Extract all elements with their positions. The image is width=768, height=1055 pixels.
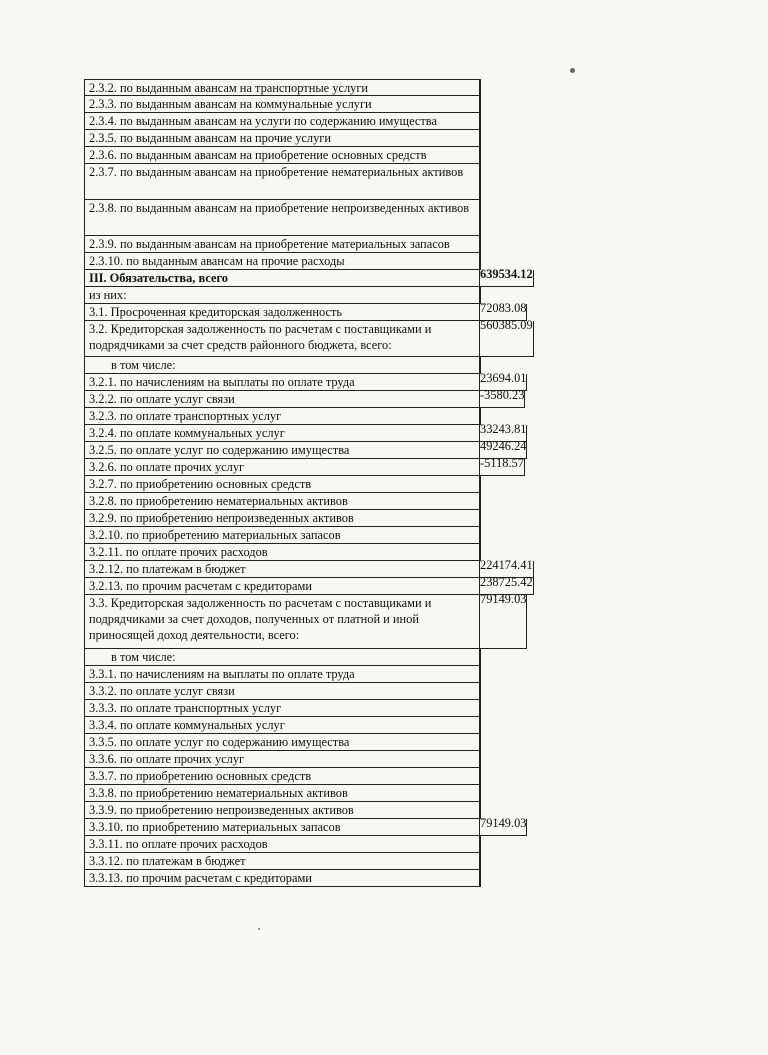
- table-row: [84, 253, 481, 270]
- row-value: 79149.03: [480, 816, 527, 830]
- table-row: [84, 371, 527, 391]
- table-row: [84, 717, 481, 734]
- row-label: 3.3.1. по начислениям на выплаты по оплате труда: [84, 666, 479, 683]
- row-value-cell: [479, 318, 534, 357]
- row-label: 3.2.12. по платежам в бюджет: [84, 561, 479, 578]
- row-label: 3.3.12. по платежам в бюджет: [84, 853, 479, 870]
- row-value: -3580.23: [480, 388, 525, 402]
- table-row: [84, 527, 481, 544]
- row-value-cell: [479, 683, 481, 700]
- row-value-cell: [479, 751, 481, 768]
- table-row: [84, 558, 534, 578]
- row-value-cell: [479, 130, 481, 147]
- row-value-cell: [479, 785, 481, 802]
- row-label: 3.2.9. по приобретению непроизведенных активов: [84, 510, 479, 527]
- row-value: 72083.08: [480, 301, 527, 315]
- row-label: 3.2.1. по начислениям на выплаты по оплате труда: [84, 374, 479, 391]
- row-label: 3.2.6. по оплате прочих услуг: [84, 459, 479, 476]
- row-value-cell: [479, 456, 525, 476]
- row-label: III. Обязательства, всего: [84, 270, 479, 287]
- table-row: [84, 439, 527, 459]
- row-value: 560385.09: [480, 318, 533, 332]
- row-value-cell: [479, 510, 481, 527]
- row-value-cell: [479, 700, 481, 717]
- table-row: [84, 113, 481, 130]
- row-value-cell: [479, 527, 481, 544]
- table-row: [84, 493, 481, 510]
- row-label: 2.3.6. по выданным авансам на приобретение основных средств: [84, 147, 479, 164]
- table-row: [84, 853, 481, 870]
- row-value-cell: [479, 816, 527, 836]
- row-label: 3.3.11. по оплате прочих расходов: [84, 836, 479, 853]
- row-label: 2.3.10. по выданным авансам на прочие расходы: [84, 253, 479, 270]
- table-row: [84, 408, 481, 425]
- row-value-cell: [479, 164, 481, 200]
- row-value-cell: [479, 717, 481, 734]
- table-row: [84, 236, 481, 253]
- row-label: 3.2.8. по приобретению нематериальных активов: [84, 493, 479, 510]
- row-value-cell: [479, 388, 525, 408]
- table-row: [84, 301, 527, 321]
- table-row: [84, 816, 527, 836]
- table-row: [84, 147, 481, 164]
- table-row: [84, 700, 481, 717]
- row-label: 3.3.3. по оплате транспортных услуг: [84, 700, 479, 717]
- row-label: 2.3.9. по выданным авансам на приобретение материальных запасов: [84, 236, 479, 253]
- table-row: [84, 456, 525, 476]
- table-row: [84, 751, 481, 768]
- row-label: 3.2.5. по оплате услуг по содержанию имущества: [84, 442, 479, 459]
- row-label: 3.1. Просроченная кредиторская задолженность: [84, 304, 479, 321]
- table-row: [84, 510, 481, 527]
- table-row: [84, 287, 481, 304]
- row-value: 238725.42: [480, 575, 533, 589]
- table-row: [84, 318, 534, 357]
- row-label: 3.2.10. по приобретению материальных запасов: [84, 527, 479, 544]
- row-label: 3.3.5. по оплате услуг по содержанию имущества: [84, 734, 479, 751]
- table-row: [84, 96, 481, 113]
- row-label: 3.2.11. по оплате прочих расходов: [84, 544, 479, 561]
- row-value: 23694.01: [480, 371, 527, 385]
- table-row: [84, 164, 481, 200]
- row-label: 3.3.10. по приобретению материальных запасов: [84, 819, 479, 836]
- table-row: [84, 802, 481, 819]
- table-row: [84, 476, 481, 493]
- row-value-cell: [479, 147, 481, 164]
- table-row: [84, 79, 481, 96]
- row-label: 2.3.5. по выданным авансам на прочие услуги: [84, 130, 479, 147]
- row-label: 2.3.3. по выданным авансам на коммунальные услуги: [84, 96, 479, 113]
- row-label: 3.2.7. по приобретению основных средств: [84, 476, 479, 493]
- row-value-cell: [479, 649, 481, 666]
- row-value-cell: [479, 267, 534, 287]
- scan-speck: [570, 68, 575, 73]
- table-row: [84, 734, 481, 751]
- row-value-cell: [479, 79, 481, 96]
- row-label: в том числе:: [84, 357, 479, 374]
- table-row: [84, 544, 481, 561]
- row-value: 224174.41: [480, 558, 533, 572]
- row-label: из них:: [84, 287, 479, 304]
- row-label: 3.3. Кредиторская задолженность по расчетам с поставщиками и подрядчиками за счет доходов, полученных от платной и иной приносящей доход деятельности, всего:: [84, 595, 479, 649]
- row-label: 3.3.2. по оплате услуг связи: [84, 683, 479, 700]
- table-row: [84, 200, 481, 236]
- table-row: [84, 683, 481, 700]
- row-label: 3.2.13. по прочим расчетам с кредиторами: [84, 578, 479, 595]
- scan-speck: [258, 928, 260, 930]
- row-label: 3.3.9. по приобретению непроизведенных активов: [84, 802, 479, 819]
- row-label: 3.3.4. по оплате коммунальных услуг: [84, 717, 479, 734]
- table-row: [84, 870, 481, 887]
- table-row: [84, 575, 534, 595]
- row-value-cell: [479, 734, 481, 751]
- row-label: 2.3.7. по выданным авансам на приобретение нематериальных активов: [84, 164, 479, 200]
- table-row: [84, 267, 534, 287]
- row-value-cell: [479, 768, 481, 785]
- row-label: 3.2.2. по оплате услуг связи: [84, 391, 479, 408]
- row-value: 33243.81: [480, 422, 527, 436]
- row-value-cell: [479, 236, 481, 253]
- row-label: 2.3.4. по выданным авансам на услуги по содержанию имущества: [84, 113, 479, 130]
- row-value: 639534.12: [480, 267, 533, 281]
- table-row: [84, 649, 481, 666]
- table-row: [84, 666, 481, 683]
- row-label: 3.3.8. по приобретению нематериальных активов: [84, 785, 479, 802]
- row-value-cell: [479, 870, 481, 887]
- table-row: [84, 357, 481, 374]
- row-label: 2.3.8. по выданным авансам на приобретение непроизведенных активов: [84, 200, 479, 236]
- row-label: 3.3.7. по приобретению основных средств: [84, 768, 479, 785]
- row-value: 79149.03: [480, 592, 527, 606]
- table-row: [84, 785, 481, 802]
- row-label: 3.2.4. по оплате коммунальных услуг: [84, 425, 479, 442]
- row-value: 49246.24: [480, 439, 527, 453]
- row-value-cell: [479, 113, 481, 130]
- row-label: 3.3.13. по прочим расчетам с кредиторами: [84, 870, 479, 887]
- table-row: [84, 836, 481, 853]
- table-row: [84, 592, 527, 649]
- row-value-cell: [479, 836, 481, 853]
- row-value-cell: [479, 853, 481, 870]
- row-value-cell: [479, 476, 481, 493]
- row-label: 2.3.2. по выданным авансам на транспортные услуги: [84, 79, 479, 96]
- table-row: [84, 388, 525, 408]
- row-value-cell: [479, 666, 481, 683]
- row-value-cell: [479, 493, 481, 510]
- row-label: 3.2. Кредиторская задолженность по расчетам с поставщиками и подрядчиками за счет средств районного бюджета, всего:: [84, 321, 479, 357]
- table-row: [84, 130, 481, 147]
- row-value-cell: [479, 592, 527, 649]
- table-row: [84, 422, 527, 442]
- table-row: [84, 768, 481, 785]
- row-value-cell: [479, 96, 481, 113]
- row-label: в том числе:: [84, 649, 479, 666]
- row-value-cell: [479, 200, 481, 236]
- row-label: 3.2.3. по оплате транспортных услуг: [84, 408, 479, 425]
- row-value: -5118.57: [480, 456, 524, 470]
- row-label: 3.3.6. по оплате прочих услуг: [84, 751, 479, 768]
